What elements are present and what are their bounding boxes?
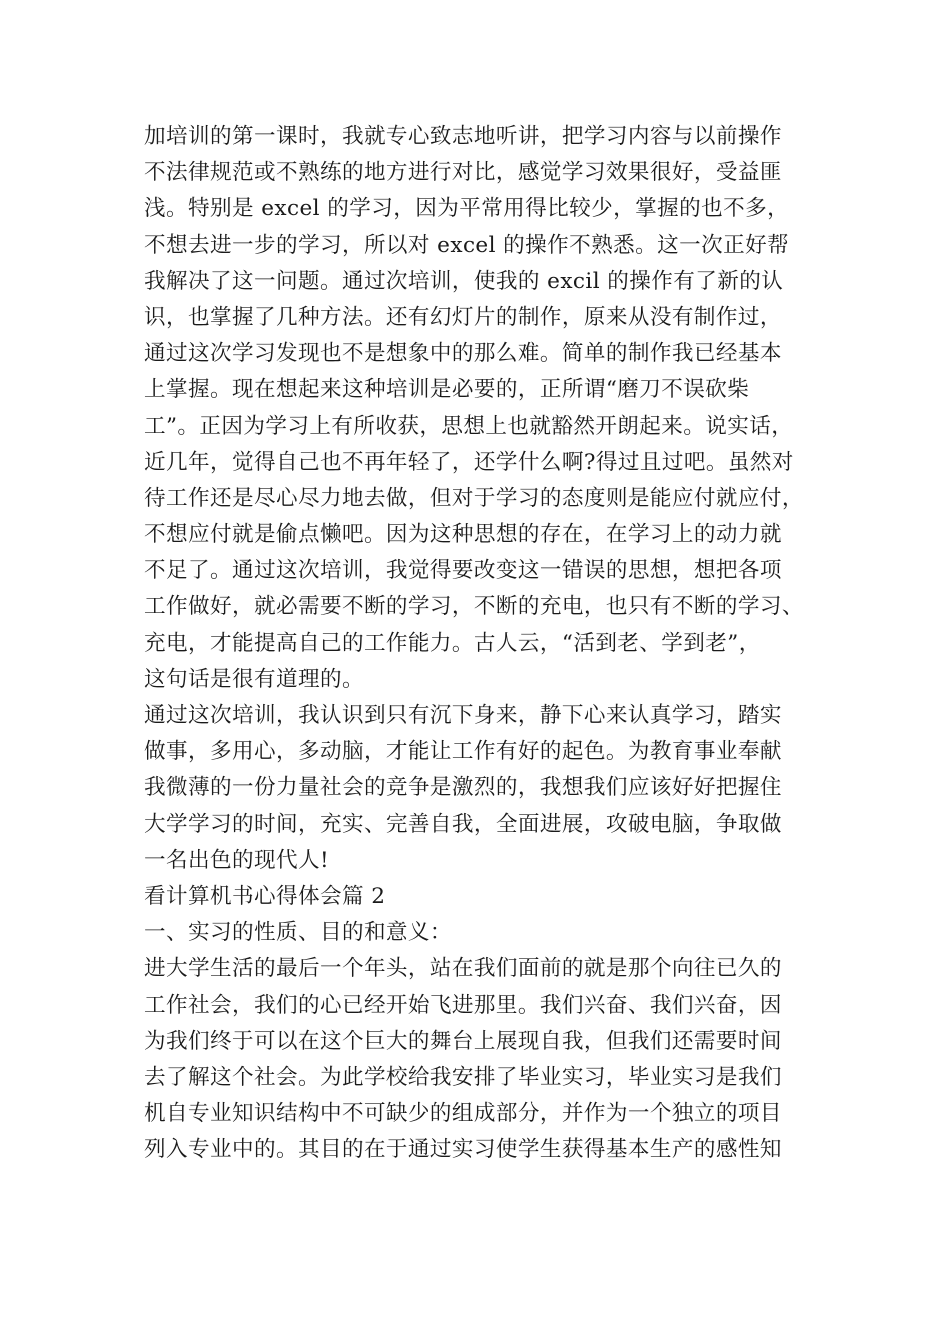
text-line: 机自专业知识结构中不可缺少的组成部分，并作为一个独立的项目 xyxy=(144,1101,782,1127)
text-line: 我解决了这一问题。通过次培训，使我的 excil 的操作有了新的认 xyxy=(144,268,784,294)
text-line: 识，也掌握了几种方法。还有幻灯片的制作，原来从没有制作过， xyxy=(144,304,782,330)
text-line: 不法律规范或不熟练的地方进行对比，感觉学习效果很好，受益匪 xyxy=(144,160,782,186)
text-line: 一名出色的现代人! xyxy=(144,847,330,873)
text-line: 进大学生活的最后一个年头，站在我们面前的就是那个向往已久的 xyxy=(144,956,782,982)
text-line: 不足了。通过这次培训，我觉得要改变这一错误的思想，想把各项 xyxy=(144,558,782,584)
section-heading: 看计算机书心得体会篇 2 xyxy=(144,883,386,909)
text-line: 工作社会，我们的心已经开始飞进那里。我们兴奋、我们兴奋，因 xyxy=(144,992,782,1018)
text-line: 通过这次学习发现也不是想象中的那么难。简单的制作我已经基本 xyxy=(144,341,782,367)
text-line: 这句话是很有道理的。 xyxy=(144,666,364,692)
text-line: 工”。正因为学习上有所收获，思想上也就豁然开朗起来。说实话， xyxy=(144,413,794,439)
text-line: 不想应付就是偷点懒吧。因为这种思想的存在，在学习上的动力就 xyxy=(144,522,782,548)
text-line: 待工作还是尽心尽力地去做，但对于学习的态度则是能应付就应付， xyxy=(144,485,804,511)
document-body xyxy=(144,119,834,1168)
text-line: 大学学习的时间，充实、完善自我，全面进展，攻破电脑，争取做 xyxy=(144,811,782,837)
text-line: 做事，多用心，多动脑，才能让工作有好的起色。为教育事业奉献 xyxy=(144,739,782,765)
text-line: 加培训的第一课时，我就专心致志地听讲，把学习内容与以前操作 xyxy=(144,124,782,149)
text-line: 通过这次培训，我认识到只有沉下身来，静下心来认真学习，踏实 xyxy=(144,703,782,728)
text-line: 上掌握。现在想起来这种培训是必要的，正所谓“磨刀不误砍柴 xyxy=(144,377,750,403)
text-line: 近几年，觉得自己也不再年轻了，还学什么啊?得过且过吧。虽然对 xyxy=(144,449,794,475)
text-line: 列入专业中的。其目的在于通过实习使学生获得基本生产的感性知 xyxy=(144,1137,782,1163)
text-line: 去了解这个社会。为此学校给我安排了毕业实习，毕业实习是我们 xyxy=(144,1064,782,1090)
text-line: 充电，才能提高自己的工作能力。古人云，“活到老、学到老”， xyxy=(144,630,761,656)
text-line: 我微薄的一份力量社会的竞争是激烈的，我想我们应该好好把握住 xyxy=(144,775,782,801)
subsection-heading: 一、实习的性质、目的和意义： xyxy=(144,920,452,946)
text-line: 不想去进一步的学习，所以对 excel 的操作不熟悉。这一次正好帮 xyxy=(144,232,790,258)
text-line: 浅。特别是 excel 的学习，因为平常用得比较少，掌握的也不多， xyxy=(144,196,790,222)
text-line: 为我们终于可以在这个巨大的舞台上展现自我，但我们还需要时间 xyxy=(144,1028,782,1054)
text-line: 工作做好，就必需要不断的学习，不断的充电，也只有不断的学习、 xyxy=(144,594,804,620)
